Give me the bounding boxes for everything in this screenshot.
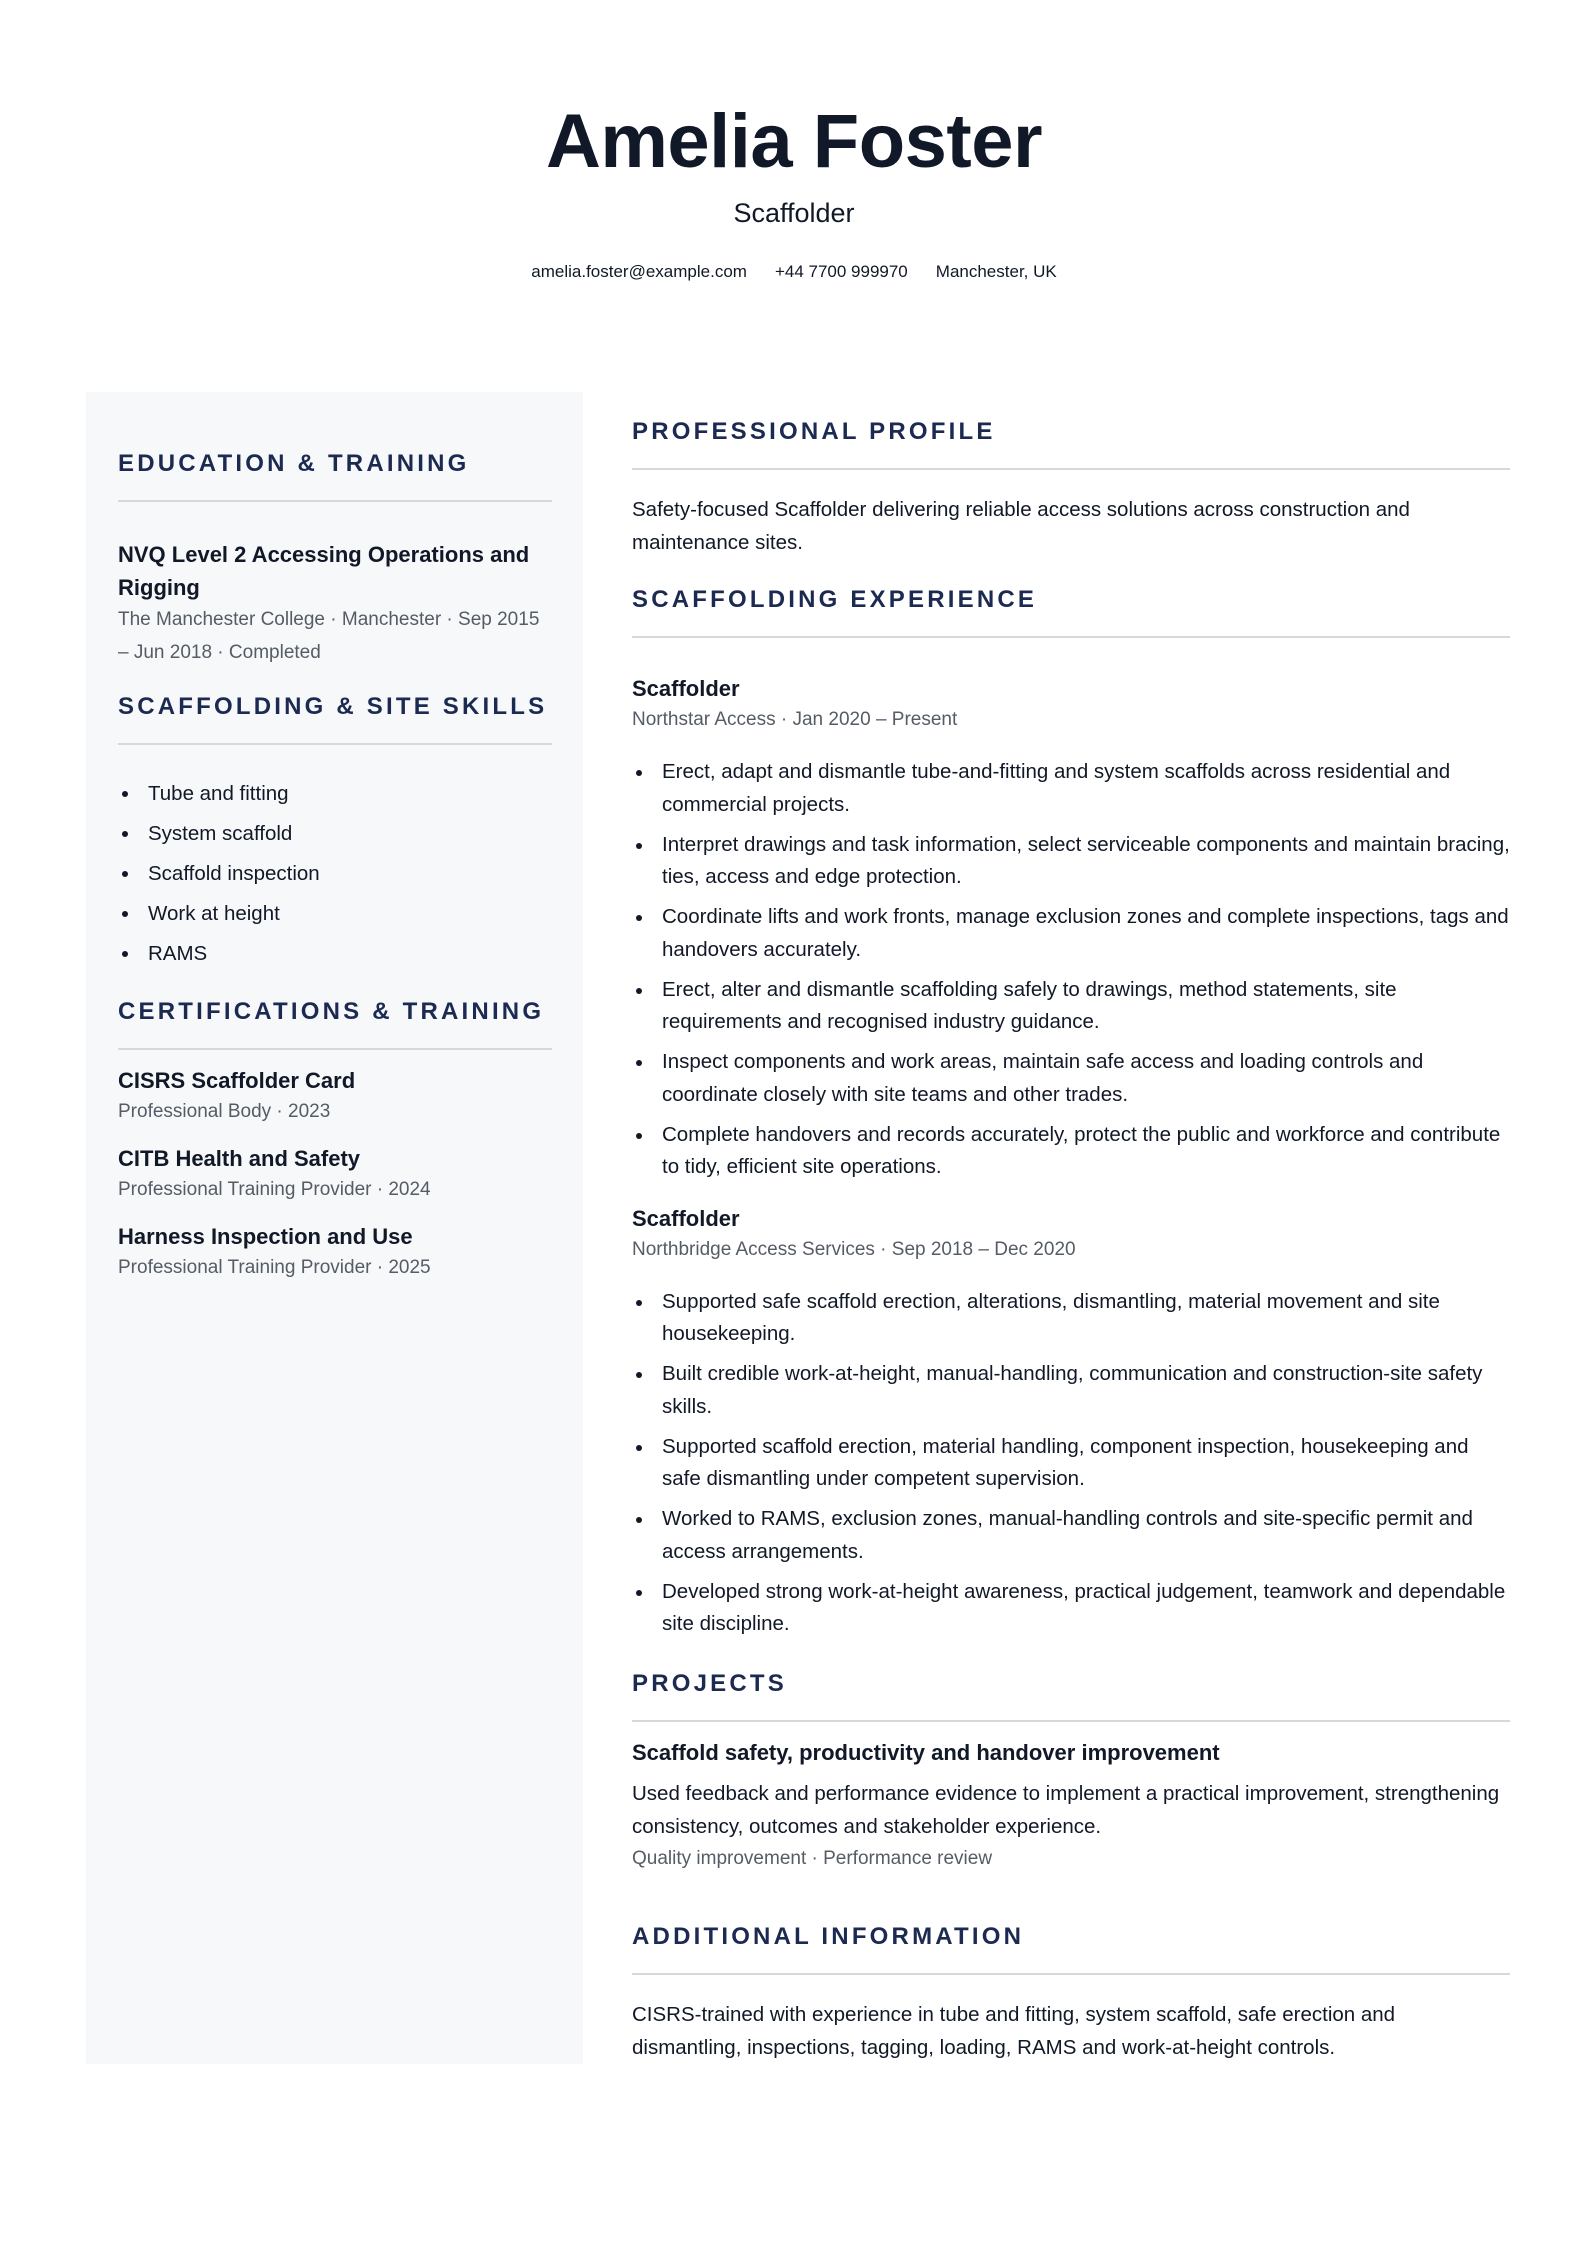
profile-heading: PROFESSIONAL PROFILE	[632, 418, 996, 445]
list-item: Worked to RAMS, exclusion zones, manual-handling controls and site-specific permit and access arrangements.	[632, 1503, 1510, 1568]
job-title: Scaffolder	[632, 1205, 740, 1231]
contact-phone[interactable]: +44 7700 999970	[774, 262, 908, 281]
section-divider	[632, 636, 1510, 638]
job-title: Scaffolder	[632, 676, 740, 701]
list-item: Inspect components and work areas, maintain safe access and loading controls and coordinate closely with site teams and other trades.	[632, 1046, 1510, 1111]
certifications-heading: CERTIFICATIONS & TRAINING	[118, 998, 545, 1025]
profile-section	[632, 416, 1510, 559]
job-title-headline: Scaffolder	[733, 198, 855, 228]
list-item: Scaffold inspection	[118, 854, 552, 894]
project-title: Scaffold safety, productivity and handover improvement	[632, 1740, 1220, 1765]
section-divider	[632, 1720, 1510, 1722]
cert-meta: Professional Training Provider · 2025	[118, 1257, 431, 1278]
list-item: Coordinate lifts and work fronts, manage exclusion zones and complete inspections, tags and handovers accurately.	[632, 901, 1510, 966]
skills-heading: SCAFFOLDING & SITE SKILLS	[118, 693, 548, 720]
cert-meta: Professional Training Provider · 2024	[118, 1179, 431, 1200]
cert-item	[118, 1144, 552, 1206]
job-entry	[632, 674, 1510, 1184]
additional-heading: ADDITIONAL INFORMATION	[632, 1923, 1025, 1950]
additional-section	[632, 1921, 1510, 2064]
education-meta: The Manchester College · Manchester · Sep 2015 – Jun 2018 · Completed	[118, 609, 540, 663]
contact-info	[0, 260, 1588, 284]
cert-item	[118, 1222, 552, 1284]
education-section	[118, 448, 552, 669]
job-meta: Northstar Access · Jan 2020 – Present	[632, 709, 958, 730]
project-text: Used feedback and performance evidence to implement a practical improvement, strengthening consistency, outcomes and stakeholder experience.	[632, 1782, 1500, 1838]
section-divider	[118, 743, 552, 745]
additional-text: CISRS-trained with experience in tube and fitting, system scaffold, safe erection and dismantling, inspections, tagging, loading, RAMS and work-at-height controls.	[632, 2003, 1396, 2059]
job-meta: Northbridge Access Services · Sep 2018 – Dec 2020	[632, 1238, 1076, 1260]
list-item: Supported scaffold erection, material handling, component inspection, housekeeping and safe dismantling under competent supervision.	[632, 1431, 1510, 1496]
projects-section	[632, 1668, 1510, 1875]
cert-item	[118, 1066, 552, 1128]
list-item: Complete handovers and records accurately, protect the public and workforce and contribute to tidy, efficient site operations.	[632, 1119, 1510, 1184]
cert-title: Harness Inspection and Use	[118, 1224, 413, 1249]
job-entry	[632, 1204, 1510, 1641]
job-bullets	[632, 1286, 1510, 1641]
experience-section	[632, 584, 1510, 1648]
education-title: NVQ Level 2 Accessing Operations and Rigging	[118, 542, 530, 600]
section-divider	[632, 1973, 1510, 1975]
experience-heading: SCAFFOLDING EXPERIENCE	[632, 586, 1038, 613]
cert-meta: Professional Body · 2023	[118, 1101, 331, 1122]
education-heading: EDUCATION & TRAINING	[118, 450, 470, 477]
list-item: Tube and fitting	[118, 774, 552, 814]
list-item: Built credible work-at-height, manual-handling, communication and construction-site safety skills.	[632, 1358, 1510, 1423]
list-item: RAMS	[118, 934, 552, 974]
list-item: Work at height	[118, 894, 552, 934]
list-item: Erect, alter and dismantle scaffolding safely to drawings, method statements, site requirements and recognised industry guidance.	[632, 974, 1510, 1039]
cert-title: CITB Health and Safety	[118, 1146, 361, 1171]
certifications-section	[118, 996, 552, 1284]
contact-email[interactable]: amelia.foster@example.com	[531, 262, 747, 281]
list-item: Supported safe scaffold erection, alterations, dismantling, material movement and site housekeeping.	[632, 1286, 1510, 1351]
list-item: Erect, adapt and dismantle tube-and-fitting and system scaffolds across residential and commercial projects.	[632, 756, 1510, 821]
skills-list	[118, 774, 552, 974]
project-meta: Quality improvement · Performance review	[632, 1848, 993, 1869]
projects-heading: PROJECTS	[632, 1670, 787, 1697]
section-divider	[118, 1048, 552, 1050]
sidebar	[86, 392, 583, 2064]
list-item: Interpret drawings and task information, select serviceable components and maintain bracing, ties, access and edge protection.	[632, 829, 1510, 894]
job-bullets	[632, 756, 1510, 1184]
profile-text: Safety-focused Scaffolder delivering reliable access solutions across construction and maintenance sites.	[632, 498, 1410, 554]
skills-section	[118, 691, 552, 974]
contact-location: Manchester, UK	[935, 262, 1057, 281]
cert-title: CISRS Scaffolder Card	[118, 1068, 356, 1093]
list-item: Developed strong work-at-height awareness, practical judgement, teamwork and dependable site discipline.	[632, 1576, 1510, 1641]
section-divider	[632, 468, 1510, 470]
section-divider	[118, 500, 552, 502]
list-item: System scaffold	[118, 814, 552, 854]
candidate-name: Amelia Foster	[545, 99, 1043, 184]
